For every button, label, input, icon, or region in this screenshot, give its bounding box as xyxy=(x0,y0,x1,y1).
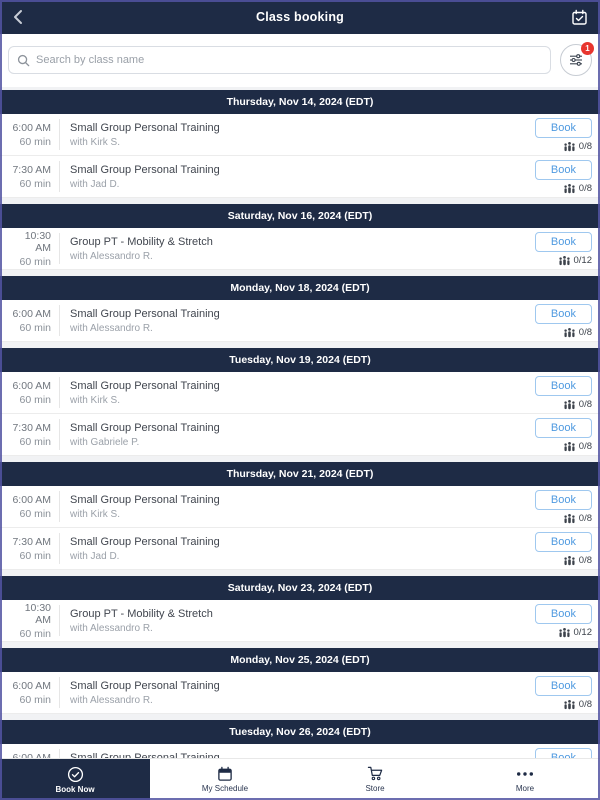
book-button[interactable]: Book xyxy=(535,418,592,438)
filter-button[interactable] xyxy=(560,44,592,76)
capacity-count: 0/12 xyxy=(573,626,592,638)
class-row[interactable] xyxy=(0,414,600,456)
search-icon xyxy=(17,54,30,67)
more-dots-icon xyxy=(516,766,534,782)
date-header: Saturday, Nov 16, 2024 (EDT) xyxy=(0,204,600,228)
people-icon xyxy=(558,255,571,266)
class-instructor: with Kirk S. xyxy=(70,394,121,406)
people-icon xyxy=(563,699,576,710)
class-duration: 60 min xyxy=(19,693,51,706)
class-time: 7:30 AM xyxy=(12,421,51,434)
class-time: 7:30 AM xyxy=(12,535,51,548)
class-time-col xyxy=(8,377,60,408)
back-button[interactable] xyxy=(12,9,24,25)
capacity-count: 0/8 xyxy=(578,554,592,566)
book-button[interactable]: Book xyxy=(535,232,592,252)
class-duration: 60 min xyxy=(19,255,51,268)
class-capacity xyxy=(563,513,592,524)
people-icon xyxy=(558,627,571,638)
class-row[interactable] xyxy=(0,486,600,528)
class-capacity xyxy=(558,255,593,266)
class-row[interactable] xyxy=(0,528,600,570)
class-capacity xyxy=(563,141,592,152)
class-duration: 60 min xyxy=(19,549,51,562)
capacity-count: 0/8 xyxy=(578,512,592,524)
nav-label: My Schedule xyxy=(201,784,249,793)
class-title: Small Group Personal Training xyxy=(70,121,220,134)
nav-label: More xyxy=(515,784,535,793)
app-header xyxy=(0,0,600,34)
class-info xyxy=(60,491,535,522)
date-header: Tuesday, Nov 19, 2024 (EDT) xyxy=(0,348,600,372)
class-time-col xyxy=(8,491,60,522)
class-row[interactable] xyxy=(0,672,600,714)
class-title: Small Group Personal Training xyxy=(70,379,220,392)
book-button[interactable]: Book xyxy=(535,118,592,138)
calendar-icon xyxy=(217,766,233,782)
people-icon xyxy=(563,327,576,338)
class-duration: 60 min xyxy=(19,177,51,190)
class-instructor: with Alessandro R. xyxy=(70,250,153,262)
class-actions xyxy=(535,491,592,522)
bottom-nav xyxy=(0,758,600,800)
class-title: Small Group Personal Training xyxy=(70,535,220,548)
class-duration: 60 min xyxy=(19,135,51,148)
class-title: Small Group Personal Training xyxy=(70,307,220,320)
class-time: 6:00 AM xyxy=(12,307,51,320)
date-header: Monday, Nov 18, 2024 (EDT) xyxy=(0,276,600,300)
class-row[interactable] xyxy=(0,228,600,270)
capacity-count: 0/12 xyxy=(573,254,592,266)
class-capacity xyxy=(563,555,592,566)
class-time: 6:00 AM xyxy=(12,493,51,506)
nav-item-store[interactable] xyxy=(300,759,450,800)
book-button[interactable]: Book xyxy=(535,376,592,396)
search-input[interactable] xyxy=(36,54,542,66)
back-chevron-icon xyxy=(12,9,24,25)
class-duration: 60 min xyxy=(19,627,51,640)
class-capacity xyxy=(558,627,593,638)
class-instructor: with Jad D. xyxy=(70,550,120,562)
class-title: Small Group Personal Training xyxy=(70,493,220,506)
check-circle-icon xyxy=(67,766,84,783)
class-time: 10:30 AM xyxy=(24,601,51,626)
cart-icon xyxy=(367,766,384,782)
class-time-col xyxy=(8,119,60,150)
class-info xyxy=(60,305,535,336)
class-row[interactable] xyxy=(0,114,600,156)
class-instructor: with Alessandro R. xyxy=(70,622,153,634)
class-row[interactable] xyxy=(0,156,600,198)
book-button[interactable]: Book xyxy=(535,490,592,510)
class-time-col xyxy=(8,533,60,564)
class-actions xyxy=(535,233,592,264)
class-title: Group PT - Mobility & Stretch xyxy=(70,235,213,248)
class-title: Small Group Personal Training xyxy=(70,421,220,434)
people-icon xyxy=(563,141,576,152)
class-title: Group PT - Mobility & Stretch xyxy=(70,607,213,620)
class-capacity xyxy=(563,699,592,710)
book-button[interactable]: Book xyxy=(535,676,592,696)
calendar-check-button[interactable] xyxy=(571,9,588,26)
class-time-col xyxy=(8,677,60,708)
date-header: Saturday, Nov 23, 2024 (EDT) xyxy=(0,576,600,600)
class-duration: 60 min xyxy=(19,435,51,448)
class-actions xyxy=(535,119,592,150)
class-list xyxy=(0,90,600,738)
people-icon xyxy=(563,183,576,194)
class-time: 10:30 AM xyxy=(24,229,51,254)
class-actions xyxy=(535,377,592,408)
class-time-col xyxy=(8,229,60,268)
filter-sliders-icon xyxy=(569,54,583,66)
class-info xyxy=(60,377,535,408)
search-row xyxy=(0,34,600,87)
capacity-count: 0/8 xyxy=(578,326,592,338)
class-actions xyxy=(535,161,592,192)
class-duration: 60 min xyxy=(19,321,51,334)
class-info xyxy=(60,119,535,150)
date-header: Monday, Nov 25, 2024 (EDT) xyxy=(0,648,600,672)
class-capacity xyxy=(563,327,592,338)
class-capacity xyxy=(563,441,592,452)
page-title: Class booking xyxy=(255,10,345,24)
class-actions xyxy=(535,533,592,564)
class-info xyxy=(60,419,535,450)
class-title: Small Group Personal Training xyxy=(70,679,220,692)
class-info xyxy=(60,677,535,708)
class-capacity xyxy=(563,183,592,194)
class-time-col xyxy=(8,305,60,336)
date-header: Tuesday, Nov 26, 2024 (EDT) xyxy=(0,720,600,744)
people-icon xyxy=(563,513,576,524)
capacity-count: 0/8 xyxy=(578,398,592,410)
class-capacity xyxy=(563,399,592,410)
nav-item-book-now[interactable] xyxy=(0,759,150,800)
class-info xyxy=(60,533,535,564)
class-time: 7:30 AM xyxy=(12,163,51,176)
nav-label: Book Now xyxy=(55,784,95,794)
class-time: 6:00 AM xyxy=(12,379,51,392)
class-actions xyxy=(535,605,592,636)
date-header: Thursday, Nov 14, 2024 (EDT) xyxy=(0,90,600,114)
class-title: Small Group Personal Training xyxy=(70,163,220,176)
class-instructor: with Kirk S. xyxy=(70,508,121,520)
class-actions xyxy=(535,419,592,450)
class-time: 6:00 AM xyxy=(12,121,51,134)
search-box xyxy=(8,46,551,74)
class-row[interactable] xyxy=(0,600,600,642)
book-button[interactable]: Book xyxy=(535,160,592,180)
class-time-col xyxy=(8,419,60,450)
class-row[interactable] xyxy=(0,300,600,342)
class-instructor: with Kirk S. xyxy=(70,136,121,148)
capacity-count: 0/8 xyxy=(578,440,592,452)
people-icon xyxy=(563,555,576,566)
calendar-check-icon xyxy=(571,9,588,26)
class-time: 6:00 AM xyxy=(12,679,51,692)
date-header: Thursday, Nov 21, 2024 (EDT) xyxy=(0,462,600,486)
class-row[interactable] xyxy=(0,372,600,414)
nav-label: Store xyxy=(365,784,385,793)
class-duration: 60 min xyxy=(19,507,51,520)
class-time-col xyxy=(8,601,60,640)
capacity-count: 0/8 xyxy=(578,140,592,152)
class-info xyxy=(60,233,535,264)
class-actions xyxy=(535,677,592,708)
class-instructor: with Alessandro R. xyxy=(70,694,153,706)
capacity-count: 0/8 xyxy=(578,698,592,710)
capacity-count: 0/8 xyxy=(578,182,592,194)
book-button[interactable]: Book xyxy=(535,532,592,552)
nav-item-more[interactable] xyxy=(450,759,600,800)
class-instructor: with Gabriele P. xyxy=(70,436,140,448)
class-actions xyxy=(535,305,592,336)
book-button[interactable]: Book xyxy=(535,304,592,324)
class-info xyxy=(60,161,535,192)
class-info xyxy=(60,605,535,636)
class-time-col xyxy=(8,161,60,192)
people-icon xyxy=(563,441,576,452)
class-instructor: with Jad D. xyxy=(70,178,120,190)
class-duration: 60 min xyxy=(19,393,51,406)
nav-item-my-schedule[interactable] xyxy=(150,759,300,800)
people-icon xyxy=(563,399,576,410)
book-button[interactable]: Book xyxy=(535,604,592,624)
filter-badge: 1 xyxy=(581,42,594,55)
class-instructor: with Alessandro R. xyxy=(70,322,153,334)
